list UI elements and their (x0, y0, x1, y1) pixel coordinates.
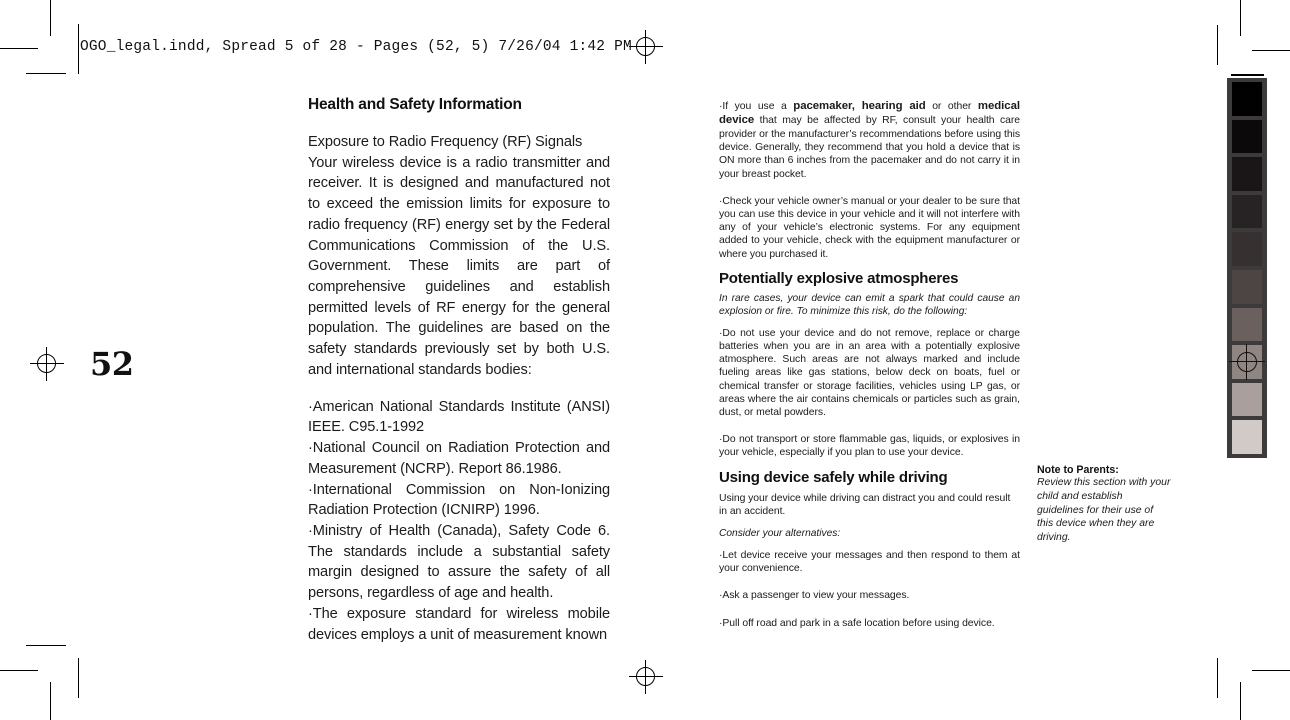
crop-mark-top-left-horizontal (0, 48, 38, 49)
bleed-mark-top-left (26, 73, 66, 74)
paragraph-rf-exposure: Your wireless device is a radio transmitter and receiver. It is designed and manufactured not to exceed the emission limits for exposure to radio frequency (RF) energy set by the Federal Communications Commission of the U.S. Government. These limits are part of comprehensive guidelines and establish permitted levels of RF energy for the general population. The guidelines are based on the safety standards previously set by both U.S. and international standards bodies: (308, 154, 610, 378)
explosive-intro-text: In rare cases, your device can emit a spark that could cause an explosion or fire. To minimize this risk, do the following: (719, 292, 1020, 317)
list-item-driving-2: ·Ask a passenger to view your messages. (719, 590, 910, 602)
list-item: ·National Council on Radiation Protection and Measurement (NCRP). Report 86.1986. (308, 440, 610, 477)
crop-mark-bottom-right-vertical (1240, 682, 1241, 720)
pacemaker-rest: that may be affected by RF, consult your health care provider or the manufacturer’s recommendations before using this device. Generally, they recommend that you hold a device that is ON more than 6 inches from the pacemaker and do not carry it in your breast pocket. (719, 115, 1020, 180)
crop-mark-top-right-horizontal (1252, 50, 1290, 51)
grayscale-step-wedge (1227, 78, 1267, 458)
list-item: ·Ministry of Health (Canada), Safety Code 6. The standards include a substantial safety margin designed to assure the safety of all persons, regardless of age and health. (308, 522, 610, 602)
registration-target-bottom-center (629, 660, 663, 694)
gray-patch-7 (1232, 308, 1262, 342)
registration-circle (37, 354, 56, 373)
page-title: Health and Safety Information (308, 96, 522, 113)
pacemaker-prefix: ·If you use a (719, 101, 794, 112)
gray-patch-2 (1232, 120, 1262, 154)
bleed-mark-bottom-left (26, 645, 66, 646)
medical-device-bold-term: medical device (719, 100, 1020, 127)
right-text-column (719, 99, 1020, 639)
standards-bullet-list (308, 397, 610, 646)
list-item-pacemaker (719, 99, 1020, 181)
driving-alternatives-label: Consider your alternatives: (719, 527, 841, 539)
registration-target-left (30, 347, 64, 381)
pacemaker-mid: or other (925, 101, 978, 112)
trim-line-left-bottom (78, 658, 79, 698)
margin-note-body: Review this section with your child and establish guidelines for their use of this device when they are driving. (1037, 477, 1171, 544)
registration-target-top-center (629, 30, 663, 64)
crop-mark-bottom-right-horizontal (1252, 670, 1290, 671)
margin-note-parents (1037, 464, 1172, 545)
gray-patch-3 (1232, 157, 1262, 191)
prepress-slug-line: OGO_legal.indd, Spread 5 of 28 - Pages (52, 5) 7/26/04 1:42 PM (80, 39, 632, 55)
gray-patch-1 (1232, 82, 1262, 116)
registration-circle (636, 667, 655, 686)
crop-mark-bottom-left-horizontal (0, 670, 38, 671)
trim-line-left (78, 24, 79, 74)
gray-patch-6 (1232, 270, 1262, 304)
crop-mark-bottom-left-vertical (50, 682, 51, 720)
gray-patch-5 (1232, 232, 1262, 266)
list-item-explosive-1: ·Do not use your device and do not remove, replace or charge batteries when you are in an area with a potentially explosive atmosphere. Such areas are not always marked and include fueling areas like gas stations, below deck on boats, fuel or chemical transfer or storage facilities, vehicles using LP gas, or areas where the air contains chemicals or particles such as grain, dust, or metal powders. (719, 327, 1020, 418)
list-item: ·American National Standards Institute (ANSI) IEEE. C95.1-1992 (308, 398, 610, 436)
list-item-vehicle: ·Check your vehicle owner’s manual or your dealer to be sure that you can use this device in your vehicle and it will not interfere with any of your vehicle’s electronic systems. For any equipment added to your vehicle, check with the equipment manufacturer or where you purchased it. (719, 195, 1020, 260)
list-item: ·International Commission on Non-Ionizing Radiation Protection (ICNIRP) 1996. (308, 481, 610, 519)
section-heading-driving: Using device safely while driving (719, 468, 948, 486)
list-item-explosive-2: ·Do not transport or store flammable gas, liquids, or explosives in your vehicle, especially if you plan to use your device. (719, 434, 1020, 459)
registration-circle (636, 37, 655, 56)
crop-mark-top-right-vertical (1240, 0, 1241, 36)
section-heading-explosive: Potentially explosive atmospheres (719, 269, 959, 287)
crop-mark-top-left-vertical (50, 0, 51, 36)
gray-patch-4 (1232, 195, 1262, 229)
margin-note-title: Note to Parents: (1037, 464, 1119, 476)
subheading-rf-signals: Exposure to Radio Frequency (RF) Signals (308, 134, 583, 150)
gray-patch-10 (1232, 420, 1262, 454)
wedge-rule-line (1231, 74, 1264, 76)
trim-line-right (1217, 25, 1218, 65)
left-text-column (308, 96, 610, 645)
pacemaker-bold-term: pacemaker, hearing aid (793, 100, 926, 112)
list-item: ·The exposure standard for wireless mobile devices employs a unit of measurement known (308, 605, 610, 643)
trim-line-right-bottom (1217, 658, 1218, 698)
list-item-driving-3: ·Pull off road and park in a safe location before using device. (719, 617, 995, 629)
page-number-folio: 52 (90, 345, 134, 383)
list-item-driving-1: ·Let device receive your messages and then respond to them at your convenience. (719, 549, 1020, 575)
gray-patch-9 (1232, 383, 1262, 417)
registration-target-wedge (1229, 344, 1265, 380)
registration-circle (1237, 352, 1257, 372)
driving-intro-text: Using your device while driving can distract you and could result in an accident. (719, 492, 1011, 517)
